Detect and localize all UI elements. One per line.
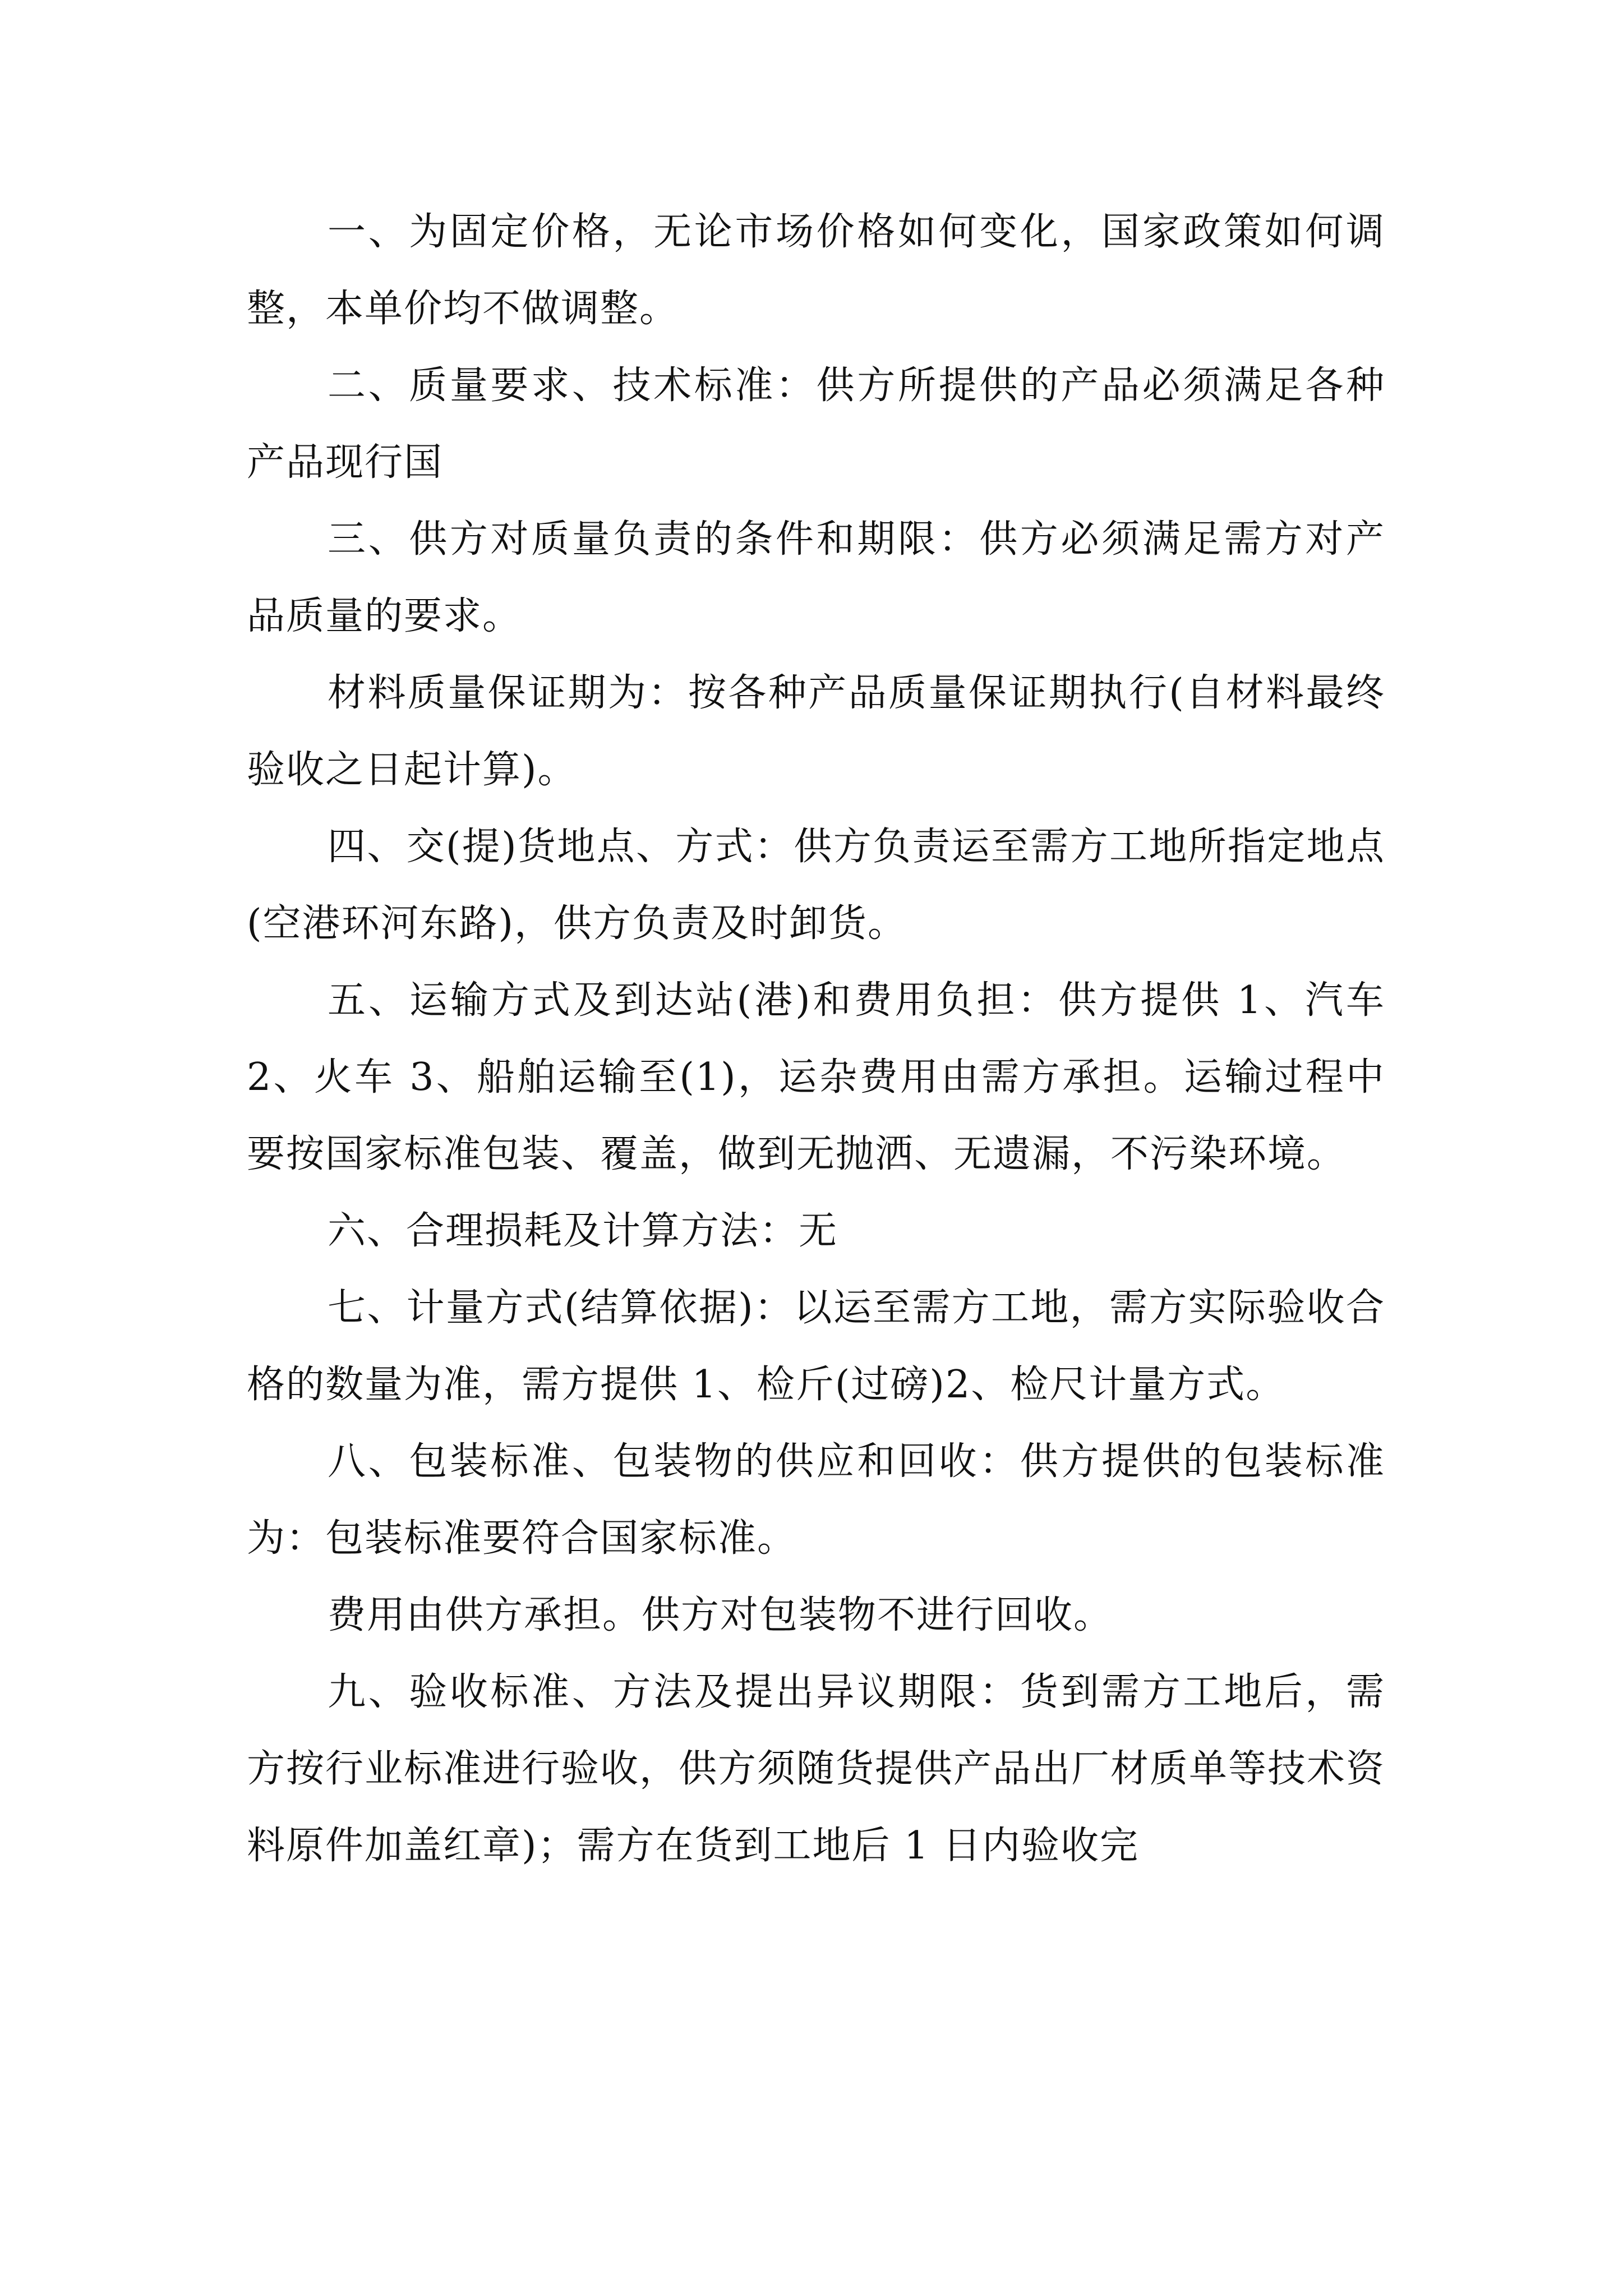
clause-9-paragraph: 九、验收标准、方法及提出异议期限：货到需方工地后，需方按行业标准进行验收，供方须随货提供产品出厂材质单等技术资料原件加盖红章)；需方在货到工地后 1 日内验收完: [247, 1670, 1386, 1868]
clause-6-paragraph: 六、合理损耗及计算方法：无: [328, 1209, 838, 1253]
clause-7-paragraph: 七、计量方式(结算依据)：以运至需方工地，需方实际验收合格的数量为准，需方提供 1、检斤(过磅)2、检尺计量方式。: [247, 1286, 1385, 1407]
packaging-cost-paragraph: 费用由供方承担。供方对包装物不进行回收。: [328, 1593, 1113, 1637]
clause-8-paragraph: 八、包装标准、包装物的供应和回收：供方提供的包装标准为：包装标准要符合国家标准。: [247, 1439, 1385, 1561]
clause-2-paragraph: 二、质量要求、技术标准：供方所提供的产品必须满足各种产品现行国: [247, 364, 1385, 485]
clause-3-paragraph: 三、供方对质量负责的条件和期限：供方必须满足需方对产品质量的要求。: [247, 517, 1385, 638]
clause-4-paragraph: 四、交(提)货地点、方式：供方负责运至需方工地所指定地点(空港环河东路)，供方负责及时卸货。: [247, 825, 1385, 946]
clause-5-paragraph: 五、运输方式及到达站(港)和费用负担：供方提供 1、汽车 2、火车 3、船舶运输至(1)，运杂费用由需方承担。运输过程中要按国家标准包装、覆盖，做到无抛洒、无遗漏，不污染环境。: [247, 978, 1385, 1176]
clause-1-paragraph: 一、为固定价格，无论市场价格如何变化，国家政策如何调整，本单价均不做调整。: [247, 210, 1385, 331]
document-page: [247, 194, 1385, 1884]
warranty-period-paragraph: 材料质量保证期为：按各种产品质量保证期执行(自材料最终验收之日起计算)。: [247, 671, 1385, 792]
